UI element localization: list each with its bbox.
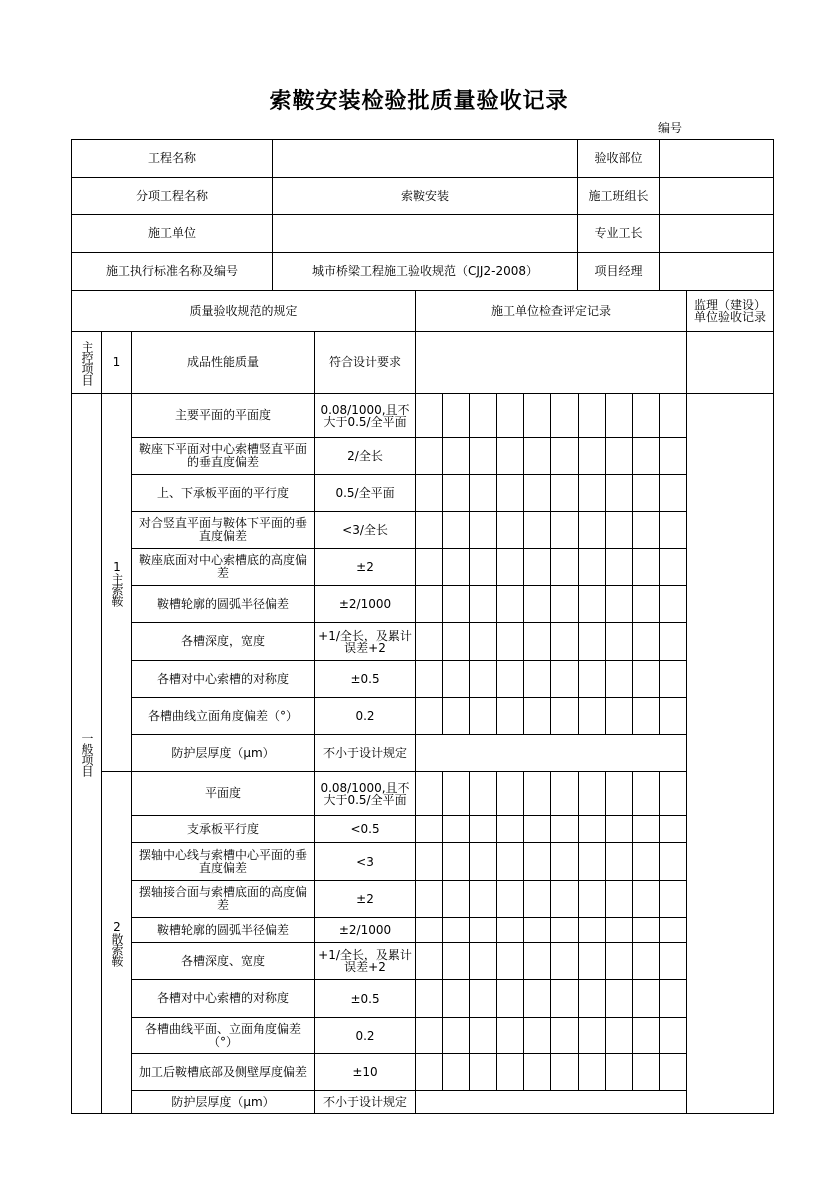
check-cell[interactable] — [605, 980, 632, 1018]
check-cell[interactable] — [578, 512, 605, 549]
check-cell[interactable] — [443, 772, 470, 816]
item-requirement: +1/全长，及累计误差+2 — [315, 623, 416, 661]
check-cell[interactable] — [605, 549, 632, 586]
main-control-supervision[interactable] — [686, 332, 773, 394]
check-cell[interactable] — [416, 698, 443, 735]
manager-field[interactable] — [660, 253, 774, 291]
check-cell[interactable] — [416, 475, 443, 512]
check-cell[interactable] — [605, 623, 632, 661]
team-leader-field[interactable] — [660, 178, 774, 215]
check-cell[interactable] — [443, 1018, 470, 1054]
check-cell[interactable] — [443, 943, 470, 980]
item-requirement: ±2/1000 — [315, 586, 416, 623]
check-cell[interactable] — [632, 1018, 659, 1054]
check-cell[interactable] — [605, 943, 632, 980]
check-cell[interactable] — [497, 475, 524, 512]
check-cell[interactable] — [632, 394, 659, 438]
check-cell[interactable] — [659, 394, 686, 438]
check-cell[interactable] — [578, 586, 605, 623]
check-cell-merged[interactable] — [416, 1091, 687, 1114]
check-cell[interactable] — [659, 943, 686, 980]
check-cell[interactable] — [443, 1054, 470, 1091]
check-cell[interactable] — [605, 843, 632, 881]
check-cell[interactable] — [605, 881, 632, 918]
check-cell[interactable] — [578, 881, 605, 918]
check-cell[interactable] — [659, 1018, 686, 1054]
check-cell[interactable] — [605, 1018, 632, 1054]
check-cell[interactable] — [497, 623, 524, 661]
check-cell[interactable] — [578, 1054, 605, 1091]
check-cell[interactable] — [551, 586, 578, 623]
check-cell[interactable] — [632, 980, 659, 1018]
check-cell[interactable] — [524, 475, 551, 512]
manager-label: 项目经理 — [578, 253, 660, 291]
item-requirement: ±10 — [315, 1054, 416, 1091]
check-cell[interactable] — [632, 881, 659, 918]
check-cell[interactable] — [443, 475, 470, 512]
check-cell[interactable] — [470, 1054, 497, 1091]
check-cell[interactable] — [497, 843, 524, 881]
check-cell[interactable] — [632, 475, 659, 512]
check-cell[interactable] — [578, 772, 605, 816]
check-cell[interactable] — [659, 772, 686, 816]
check-cell[interactable] — [551, 623, 578, 661]
item-name: 平面度 — [132, 772, 315, 816]
check-cell[interactable] — [632, 772, 659, 816]
check-cell[interactable] — [416, 1018, 443, 1054]
check-cell[interactable] — [470, 586, 497, 623]
check-cell[interactable] — [470, 843, 497, 881]
group-label: 1主索鞍 — [102, 394, 132, 772]
item-name: 防护层厚度（μm） — [132, 735, 315, 772]
table-row — [72, 843, 774, 881]
acceptance-part-label: 验收部位 — [578, 140, 660, 178]
check-cell[interactable] — [470, 549, 497, 586]
check-cell[interactable] — [551, 475, 578, 512]
item-requirement: 0.08/1000,且不大于0.5/全平面 — [315, 772, 416, 816]
check-cell[interactable] — [497, 772, 524, 816]
item-requirement: <0.5 — [315, 816, 416, 843]
check-cell[interactable] — [605, 698, 632, 735]
item-requirement: <3 — [315, 843, 416, 881]
check-cell[interactable] — [443, 881, 470, 918]
check-cell[interactable] — [632, 438, 659, 475]
standard-field[interactable]: 城市桥梁工程施工验收规范（CJJ2-2008） — [273, 253, 578, 291]
table-row — [72, 918, 774, 943]
check-cell[interactable] — [443, 586, 470, 623]
check-column-header: 施工单位检查评定记录 — [416, 291, 687, 332]
check-cell[interactable] — [551, 438, 578, 475]
check-cell[interactable] — [416, 816, 443, 843]
check-cell[interactable] — [416, 943, 443, 980]
check-cell[interactable] — [578, 661, 605, 698]
item-name: 上、下承板平面的平行度 — [132, 475, 315, 512]
check-cell[interactable] — [605, 772, 632, 816]
check-cell[interactable] — [605, 438, 632, 475]
item-requirement: 2/全长 — [315, 438, 416, 475]
table-row — [72, 1091, 774, 1114]
item-requirement: ±0.5 — [315, 661, 416, 698]
check-cell[interactable] — [497, 980, 524, 1018]
check-cell[interactable] — [416, 881, 443, 918]
check-cell[interactable] — [497, 881, 524, 918]
check-cell[interactable] — [578, 943, 605, 980]
table-row — [72, 438, 774, 475]
item-name: 摆轴中心线与索槽中心平面的垂直度偏差 — [132, 843, 315, 881]
check-cell[interactable] — [524, 549, 551, 586]
check-cell[interactable] — [470, 943, 497, 980]
check-cell[interactable] — [470, 394, 497, 438]
check-cell[interactable] — [551, 918, 578, 943]
check-cell[interactable] — [578, 918, 605, 943]
supervision-column-header: 监理（建设）单位验收记录 — [686, 291, 773, 332]
project-name-field[interactable] — [273, 140, 578, 178]
contractor-label: 施工单位 — [72, 215, 273, 253]
check-cell[interactable] — [470, 881, 497, 918]
table-row — [72, 980, 774, 1018]
item-name: 加工后鞍槽底部及侧壁厚度偏差 — [132, 1054, 315, 1091]
check-cell[interactable] — [497, 549, 524, 586]
project-name-label: 工程名称 — [72, 140, 273, 178]
header-table — [71, 139, 774, 291]
check-cell[interactable] — [659, 698, 686, 735]
check-cell[interactable] — [632, 512, 659, 549]
check-cell[interactable] — [416, 586, 443, 623]
check-cell[interactable] — [659, 881, 686, 918]
check-cell[interactable] — [551, 1054, 578, 1091]
table-row — [72, 549, 774, 586]
check-cell[interactable] — [416, 918, 443, 943]
check-cell[interactable] — [416, 438, 443, 475]
table-row — [72, 881, 774, 918]
check-cell[interactable] — [497, 816, 524, 843]
check-cell[interactable] — [551, 512, 578, 549]
supervision-record-cell[interactable] — [686, 394, 773, 1114]
check-cell[interactable] — [443, 843, 470, 881]
table-row — [72, 772, 774, 816]
inspection-table — [71, 290, 774, 1114]
item-name: 各槽深度、宽度 — [132, 943, 315, 980]
main-control-item: 成品性能质量 — [132, 332, 315, 394]
item-requirement: 不小于设计规定 — [315, 735, 416, 772]
check-cell[interactable] — [659, 980, 686, 1018]
check-cell[interactable] — [443, 438, 470, 475]
table-row — [72, 816, 774, 843]
item-name: 防护层厚度（μm） — [132, 1091, 315, 1114]
check-cell[interactable] — [605, 394, 632, 438]
foreman-label: 专业工长 — [578, 215, 660, 253]
table-row — [72, 943, 774, 980]
check-cell[interactable] — [551, 843, 578, 881]
check-cell[interactable] — [524, 512, 551, 549]
check-cell[interactable] — [416, 843, 443, 881]
check-cell[interactable] — [443, 549, 470, 586]
check-cell[interactable] — [659, 1054, 686, 1091]
check-cell[interactable] — [605, 512, 632, 549]
check-cell[interactable] — [416, 1054, 443, 1091]
check-cell[interactable] — [443, 816, 470, 843]
check-cell[interactable] — [524, 843, 551, 881]
item-requirement: 0.2 — [315, 698, 416, 735]
check-cell[interactable] — [632, 918, 659, 943]
check-cell[interactable] — [632, 661, 659, 698]
item-name: 鞍座底面对中心索槽底的高度偏差 — [132, 549, 315, 586]
check-cell[interactable] — [470, 980, 497, 1018]
check-cell[interactable] — [578, 698, 605, 735]
item-name: 鞍槽轮廓的圆弧半径偏差 — [132, 586, 315, 623]
check-cell[interactable] — [578, 843, 605, 881]
check-cell[interactable] — [632, 843, 659, 881]
check-cell[interactable] — [470, 698, 497, 735]
item-name: 鞍槽轮廓的圆弧半径偏差 — [132, 918, 315, 943]
check-cell[interactable] — [605, 1054, 632, 1091]
check-cell[interactable] — [632, 698, 659, 735]
check-cell[interactable] — [470, 918, 497, 943]
check-cell[interactable] — [578, 549, 605, 586]
item-requirement: 不小于设计规定 — [315, 1091, 416, 1114]
foreman-field[interactable] — [660, 215, 774, 253]
check-cell[interactable] — [470, 512, 497, 549]
check-cell[interactable] — [578, 438, 605, 475]
check-cell[interactable] — [578, 1018, 605, 1054]
check-cell[interactable] — [524, 816, 551, 843]
check-cell[interactable] — [443, 661, 470, 698]
check-cell[interactable] — [497, 1054, 524, 1091]
item-requirement: <3/全长 — [315, 512, 416, 549]
item-requirement: ±2/1000 — [315, 918, 416, 943]
check-cell[interactable] — [416, 661, 443, 698]
check-cell[interactable] — [605, 475, 632, 512]
check-cell[interactable] — [551, 698, 578, 735]
main-control-requirement: 符合设计要求 — [315, 332, 416, 394]
check-cell[interactable] — [659, 586, 686, 623]
check-cell[interactable] — [524, 1054, 551, 1091]
check-cell[interactable] — [551, 549, 578, 586]
check-cell[interactable] — [524, 661, 551, 698]
check-cell[interactable] — [443, 394, 470, 438]
check-cell[interactable] — [551, 816, 578, 843]
item-requirement: ±2 — [315, 549, 416, 586]
check-cell[interactable] — [497, 661, 524, 698]
standard-label: 施工执行标准名称及编号 — [72, 253, 273, 291]
check-cell[interactable] — [416, 772, 443, 816]
check-cell[interactable] — [497, 943, 524, 980]
item-name: 各槽对中心索槽的对称度 — [132, 661, 315, 698]
table-row — [72, 394, 774, 438]
check-cell[interactable] — [497, 394, 524, 438]
check-cell[interactable] — [470, 623, 497, 661]
check-cell[interactable] — [551, 881, 578, 918]
item-name: 各槽对中心索槽的对称度 — [132, 980, 315, 1018]
table-row — [72, 586, 774, 623]
check-cell[interactable] — [551, 943, 578, 980]
item-name: 鞍座下平面对中心索槽竖直平面的垂直度偏差 — [132, 438, 315, 475]
check-cell[interactable] — [470, 772, 497, 816]
check-cell-merged[interactable] — [416, 735, 687, 772]
check-cell[interactable] — [605, 816, 632, 843]
check-cell[interactable] — [524, 943, 551, 980]
table-row — [72, 512, 774, 549]
check-cell[interactable] — [659, 549, 686, 586]
check-cell[interactable] — [497, 438, 524, 475]
check-cell[interactable] — [659, 843, 686, 881]
check-cell[interactable] — [470, 661, 497, 698]
check-cell[interactable] — [443, 980, 470, 1018]
item-requirement: 0.08/1000,且不大于0.5/全平面 — [315, 394, 416, 438]
table-row — [72, 475, 774, 512]
check-cell[interactable] — [551, 772, 578, 816]
item-requirement: 0.2 — [315, 1018, 416, 1054]
main-control-label: 主控项目 — [72, 332, 102, 394]
item-name: 支承板平行度 — [132, 816, 315, 843]
main-control-check[interactable] — [416, 332, 687, 394]
check-cell[interactable] — [524, 586, 551, 623]
check-cell[interactable] — [443, 918, 470, 943]
check-cell[interactable] — [578, 980, 605, 1018]
spec-column-header: 质量验收规范的规定 — [72, 291, 416, 332]
table-row — [72, 623, 774, 661]
check-cell[interactable] — [659, 512, 686, 549]
check-cell[interactable] — [443, 512, 470, 549]
check-cell[interactable] — [578, 394, 605, 438]
check-cell[interactable] — [497, 586, 524, 623]
check-cell[interactable] — [497, 1018, 524, 1054]
check-cell[interactable] — [659, 438, 686, 475]
item-name: 对合竖直平面与鞍体下平面的垂直度偏差 — [132, 512, 315, 549]
table-row — [72, 1018, 774, 1054]
subitem-label: 分项工程名称 — [72, 178, 273, 215]
table-row — [72, 661, 774, 698]
item-requirement: ±0.5 — [315, 980, 416, 1018]
team-leader-label: 施工班组长 — [578, 178, 660, 215]
check-cell[interactable] — [497, 512, 524, 549]
check-cell[interactable] — [470, 475, 497, 512]
check-cell[interactable] — [443, 623, 470, 661]
check-cell[interactable] — [605, 918, 632, 943]
check-cell[interactable] — [524, 438, 551, 475]
check-cell[interactable] — [497, 698, 524, 735]
item-name: 各槽曲线立面角度偏差（°） — [132, 698, 315, 735]
check-cell[interactable] — [470, 438, 497, 475]
check-cell[interactable] — [551, 980, 578, 1018]
check-cell[interactable] — [524, 698, 551, 735]
contractor-field[interactable] — [273, 215, 578, 253]
check-cell[interactable] — [551, 1018, 578, 1054]
check-cell[interactable] — [524, 980, 551, 1018]
check-cell[interactable] — [632, 943, 659, 980]
subitem-field[interactable]: 索鞍安装 — [273, 178, 578, 215]
table-row — [72, 1054, 774, 1091]
table-row — [72, 698, 774, 735]
item-requirement: +1/全长，及累计误差+2 — [315, 943, 416, 980]
check-cell[interactable] — [632, 586, 659, 623]
check-cell[interactable] — [416, 549, 443, 586]
check-cell[interactable] — [443, 698, 470, 735]
page-title: 索鞍安装检验批质量验收记录 — [269, 89, 569, 114]
item-name: 各槽曲线平面、立面角度偏差（°） — [132, 1018, 315, 1054]
general-items-label: 一般项目 — [72, 394, 102, 1114]
check-cell[interactable] — [659, 918, 686, 943]
item-name: 各槽深度，宽度 — [132, 623, 315, 661]
check-cell[interactable] — [578, 816, 605, 843]
check-cell[interactable] — [632, 549, 659, 586]
check-cell[interactable] — [632, 1054, 659, 1091]
check-cell[interactable] — [524, 1018, 551, 1054]
table-row — [72, 735, 774, 772]
check-cell[interactable] — [416, 980, 443, 1018]
check-cell[interactable] — [632, 623, 659, 661]
check-cell[interactable] — [497, 918, 524, 943]
check-cell[interactable] — [470, 1018, 497, 1054]
item-requirement: 0.5/全平面 — [315, 475, 416, 512]
item-requirement: ±2 — [315, 881, 416, 918]
check-cell[interactable] — [578, 623, 605, 661]
check-cell[interactable] — [551, 661, 578, 698]
check-cell[interactable] — [659, 475, 686, 512]
check-cell[interactable] — [524, 918, 551, 943]
check-cell[interactable] — [578, 475, 605, 512]
group-label: 2散索鞍 — [102, 772, 132, 1114]
check-cell[interactable] — [659, 661, 686, 698]
check-cell[interactable] — [659, 623, 686, 661]
check-cell[interactable] — [524, 772, 551, 816]
item-name: 摆轴接合面与索槽底面的高度偏差 — [132, 881, 315, 918]
check-cell[interactable] — [605, 661, 632, 698]
check-cell[interactable] — [416, 512, 443, 549]
code-label: 编号 — [658, 121, 683, 135]
main-control-no: 1 — [102, 332, 132, 394]
check-cell[interactable] — [416, 394, 443, 438]
check-cell[interactable] — [551, 394, 578, 438]
check-cell[interactable] — [605, 586, 632, 623]
check-cell[interactable] — [659, 816, 686, 843]
check-cell[interactable] — [524, 394, 551, 438]
check-cell[interactable] — [632, 816, 659, 843]
check-cell[interactable] — [524, 881, 551, 918]
check-cell[interactable] — [416, 623, 443, 661]
acceptance-part-field[interactable] — [660, 140, 774, 178]
item-name: 主要平面的平面度 — [132, 394, 315, 438]
check-cell[interactable] — [470, 816, 497, 843]
check-cell[interactable] — [524, 623, 551, 661]
